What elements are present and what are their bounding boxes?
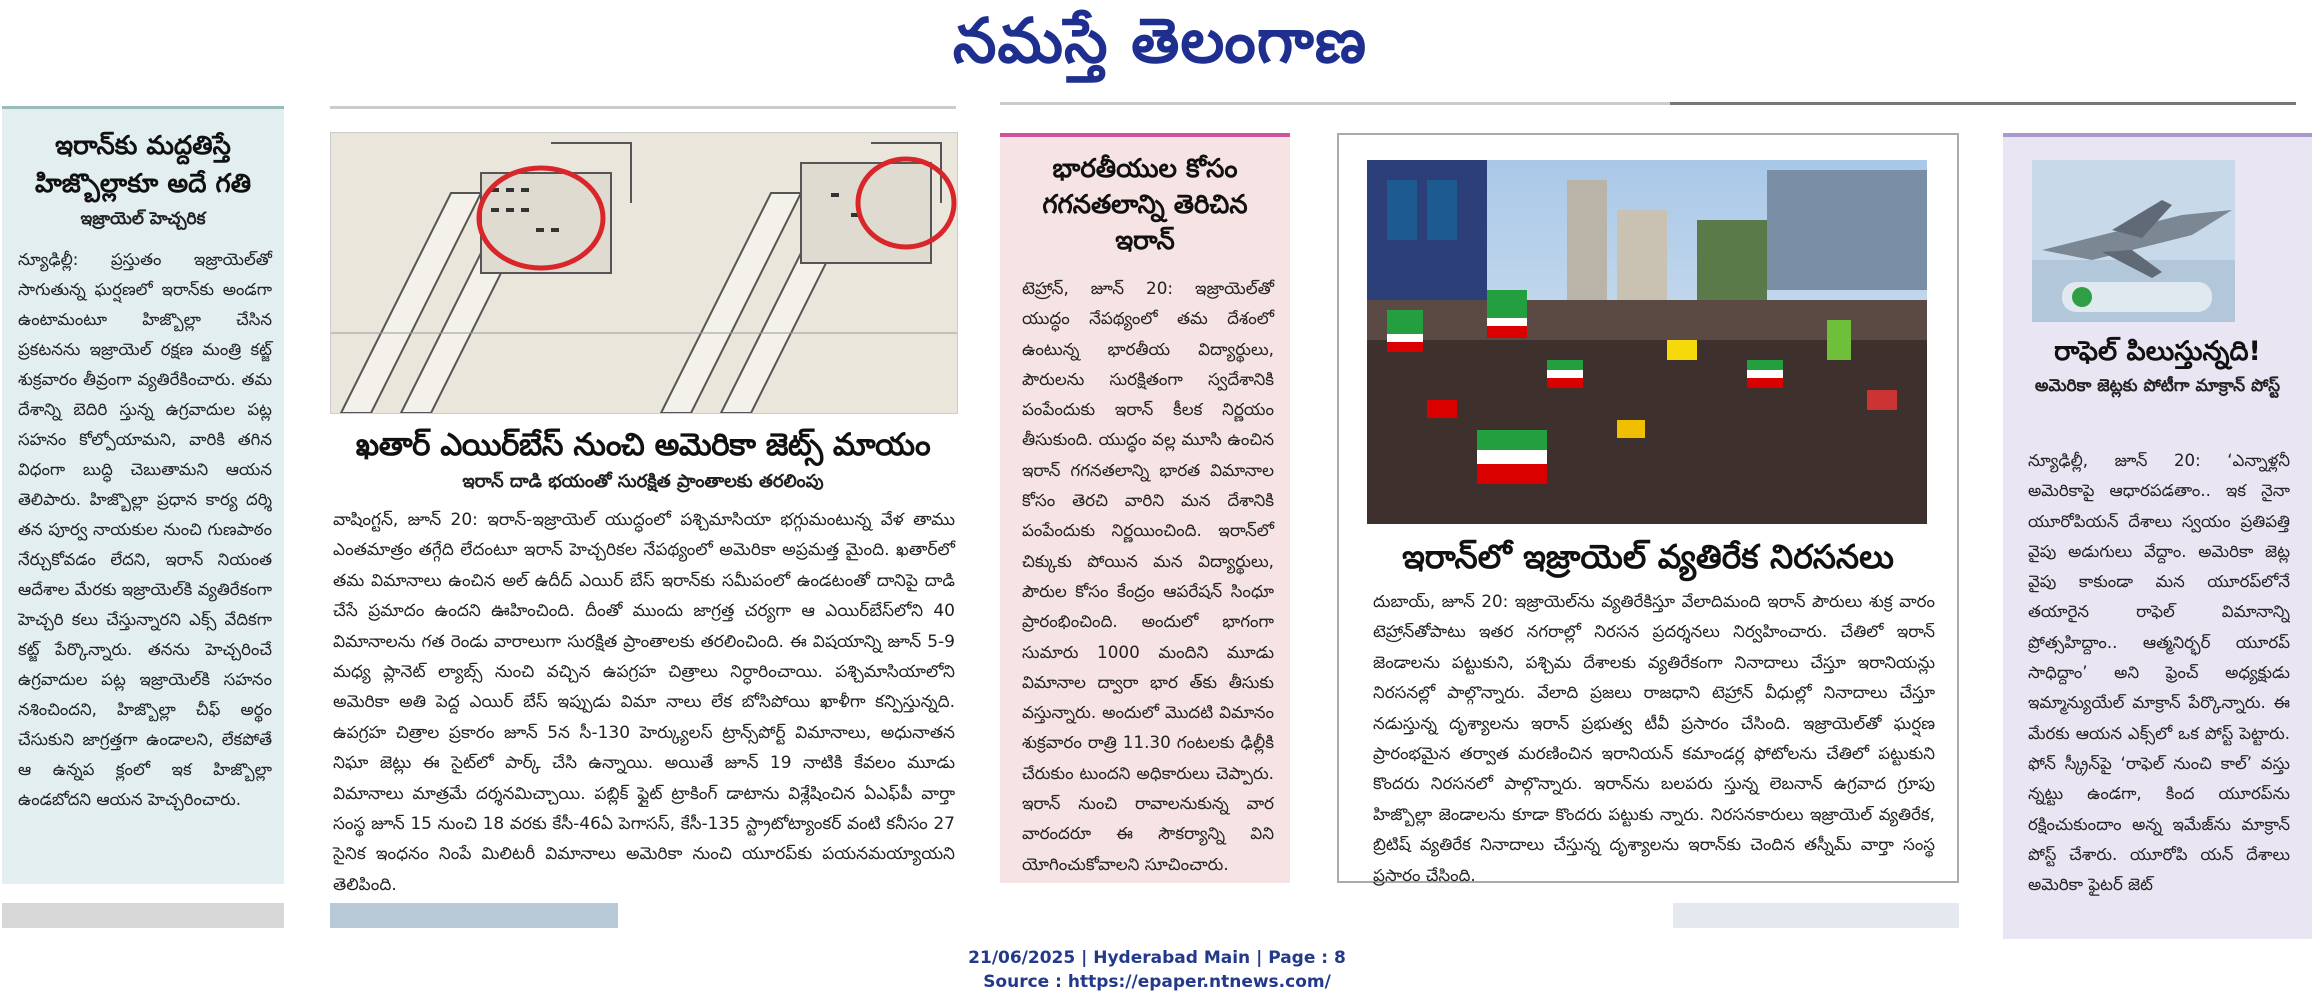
article-headline: ఇరాన్‌కు మద్దతిస్తే హిజ్బొల్లాకూ అదే గతి <box>34 131 252 199</box>
footer-source-link[interactable]: Source : https://epaper.ntnews.com/ <box>983 972 1331 992</box>
article-body: టెహ్రాన్, జూన్ 20: ఇజ్రాయెల్‌తో యుద్ధం నేపథ్యంలో తమ దేశంలో ఉంటున్న భారతీయ విద్యార్థులు, పౌరులను సురక్షితంగా స్వదేశానికి పంపేందుకు ఇరాన్ కీలక నిర్ణయం తీసుకుంది. యుద్ధం వల్ల మూసి ఉంచిన ఇరాన్ గగనతలాన్ని భారత విమానాల కోసం తెరచి వారిని మన దేశానికి పంపేందుకు నిర్ణయించింది. ఇరాన్‌లో చిక్కుకు పోయిన మన విద్యార్థులు, పౌరుల కోసం కేంద్రం ఆపరేషన్ సింధూ ప్రారంభించింది. అందులో భాగంగా సుమారు 1000 మందిని మూడు విమానాల ద్వారా భార త్‌కు తీసుకు వస్తున్నారు. అందులో మొదటి విమానం శుక్రవారం రాత్రి 11.30 గంటలకు ఢిల్లీకి చేరుకుం టుందని అధికారులు చెప్పారు. ఇరాన్ నుంచి రావాలనుకున్న వార వారందరూ ఈ సౌకర్యాన్ని విని యోగించుకోవాలని సూచించారు. <box>1022 278 1274 874</box>
article-body: న్యూఢిల్లీ, జూన్ 20: ‘ఎన్నాళ్లనీ అమెరికాపై ఆధారపడతాం.. ఇక నైనా యూరోపియన్ దేశాలు స్వయం ప్రతిపత్తి వైపు అడుగులు వేద్దాం. అమెరికా జెట్ల వైపు కాకుండా మన యూరప్‌లోనే తయారైన రాఫెల్ విమానాన్ని ప్రోత్సహిద్దాం.. ఆత్మనిర్భర్ యూరప్ సాధిద్దాం’ అని ఫ్రెంచ్ అధ్యక్షుడు ఇమ్మాన్యుయేల్ మాక్రాన్ పేర్కొన్నారు. ఈ మేరకు ఆయన ఎక్స్‌లో ఒక పోస్ట్ పెట్టారు. ఫోన్ స్క్రీన్‌పై ‘రాఫెల్ నుంచి కాల్’ వస్తు న్నట్టు ఉండగా, కింద యూరప్‌ను రక్షించుకుందాం అన్న ఇమేజ్‌ను మాక్రాన్ పోస్ట్ చేశారు. యూరోపి యన్ దేశాలు అమెరికా ఫైటర్ జెట్ <box>2028 451 2290 895</box>
article-hezbollah[interactable] <box>2 106 284 884</box>
article-airspace[interactable] <box>1000 133 1290 883</box>
article-body: దుబాయ్, జూన్ 20: ఇజ్రాయెల్‌ను వ్యతిరేకిస్తూ వేలాదిమంది ఇరాన్ పౌరులు శుక్ర వారం టెహ్రాన్‌తోపాటు ఇతర నగరాల్లో నిరసన ప్రదర్శనలు నిర్వహించారు. చేతిలో ఇరాన్ జెండాలను పట్టుకుని, పశ్చిమ దేశాలకు వ్యతిరేకంగా నినాదాలు చేస్తూ ఇరానియన్లు నిరసనల్లో పాల్గొన్నారు. వేలాది ప్రజలు రాజధాని టెహ్రాన్ వీధుల్లో నినాదాలు చేస్తూ నడుస్తున్న దృశ్యాలను ఇరాన్ ప్రభుత్వ టీవీ ప్రసారం చేసింది. ఇజ్రాయెల్‌తో ఘర్షణ ప్రారంభమైన తర్వాత మరణించిన ఇరానియన్ కమాండర్ల ఫోటోలను చేతిలో పట్టుకుని కొందరు నిరసనలో పాల్గొన్నారు. ఇరాన్‌ను బలపరు స్తున్న లెబనాన్ ఉగ్రవాద గ్రూపు హిజ్బొల్లా జెండాలను కూడా కొందరు పట్టుకు న్నారు. నిరసనకారులు ఇజ్రాయెల్ వ్యతిరేక, బ్రిటిష్ వ్యతిరేక నినాదాలు చేస్తున్న దృశ్యాలను ఇరాన్‌కు చెందిన తస్నీమ్ వార్తా సంస్థ ప్రసారం చేసింది. <box>1373 591 1935 885</box>
article-subhead: ఇజ్రాయెల్ హెచ్చరిక <box>80 209 206 229</box>
next-article-photo <box>330 903 618 928</box>
rafale-jet-image <box>2032 160 2235 322</box>
satellite-image-al-udeid <box>330 132 958 414</box>
next-article-photo <box>1673 903 1959 928</box>
article-headline: ఇరాన్‌లో ఇజ్రాయెల్ వ్యతిరేక నిరసనలు <box>1402 537 1894 576</box>
page-footer <box>0 946 2314 994</box>
article-body: న్యూఢిల్లీ: ప్రస్తుతం ఇజ్రాయెల్‌తో సాగుతున్న ఘర్షణలో ఇరాన్‌కు అండగా ఉంటామంటూ హిజ్బొల్లా చేసిన ప్రకటనను ఇజ్రాయెల్ రక్షణ మంత్రి కట్జ్ శుక్రవారం తీవ్రంగా వ్యతిరేకించారు. తమ దేశాన్ని బెదిరి స్తున్న ఉగ్రవాదుల పట్ల సహనం కోల్పోయామని, వారికి తగిన విధంగా బుద్ధి చెబుతామని ఆయన తెలిపారు. హిజ్బొల్లా ప్రధాన కార్య దర్శి తన పూర్వ నాయకుల నుంచి గుణపాఠం నేర్చుకోవడం లేదని, ఇరాన్ నియంత ఆదేశాల మేరకు ఇజ్రాయెల్‌కి వ్యతిరేకంగా హెచ్చరి కలు చేస్తున్నారని ఎక్స్ వేదికగా కట్జ్ పేర్కొన్నారు. తనను హెచ్చరించే ఉగ్రవాదుల పట్ల ఇజ్రాయెల్‌కి సహనం నశించిందని, హిజ్బొల్లా చీఫ్ అర్థం చేసుకుని జాగ్రత్తగా ఉండాలని, లేకపోతే ఆ ఉన్నప క్లంలో ఇక హిజ్బొల్లా ఉండబోదని ఆయన హెచ్చరించారు. <box>18 250 272 809</box>
article-headline: రాఫెల్ పిలుస్తున్నది! <box>2054 336 2261 367</box>
header-rule-accent <box>1670 102 2296 105</box>
article-headline: ఖతార్ ఎయిర్‌బేస్ నుంచి అమెరికా జెట్స్ మాయం <box>355 427 931 463</box>
article-body: వాషింగ్టన్, జూన్ 20: ఇరాన్-ఇజ్రాయెల్ యుద్ధంలో పశ్చిమాసియా భగ్గుమంటున్న వేళ తాము ఎంతమాత్రం తగ్గేది లేదంటూ ఇరాన్ హెచ్చరికల నేపథ్యంలో అమెరికా అప్రమత్త మైంది. ఖతార్‌లో తమ విమానాలు ఉంచిన అల్ ఉదీద్ ఎయిర్ బేస్ ఇరాన్‌కు సమీపంలో ఉండటంతో దానిపై దాడి చేసే ప్రమాదం ఉందని ఊహించింది. దీంతో ముందు జాగ్రత్త చర్యగా ఆ ఎయిర్‌బేస్‌లోని 40 విమానాలను గత రెండు వారాలుగా సురక్షిత ప్రాంతాలకు తరలించింది. ఈ విషయాన్ని జూన్ 5-9 మధ్య ప్లానెట్ ల్యాబ్స్ నుంచి వచ్చిన ఉపగ్రహ చిత్రాలు నిర్ధారించాయి. పశ్చిమాసియాలోని అమెరికా అతి పెద్ద ఎయిర్ బేస్ ఇప్పుడు విమా నాలు లేక బోసిపోయి ఖాళీగా కన్పిస్తున్నది. ఉపగ్రహ చిత్రాల ప్రకారం జూన్ 5న సీ-130 హెర్క్యులస్ ట్రాన్స్‌పోర్ట్ విమానాలు, అధునాతన నిఘా జెట్లు ఈ సైట్‌లో పార్క్ చేసి ఉన్నాయి. అయితే జూన్ 19 నాటికి కేవలం మూడు విమానాలు మాత్రమే దర్శనమిచ్చాయి. పబ్లిక్ ఫ్లైట్ ట్రాకింగ్ డాటాను విశ్లేషించిన ఏఎఫ్‌పీ వార్తా సంస్థ జూన్ 15 నుంచి 18 వరకు కేసీ-46ఏ పెగాసస్, కేసీ-135 స్ట్రాటోట్యాంకర్ వంటి కనీసం 27 సైనిక ఇంధనం నింపే మిలిటరీ విమానాలు అమెరికా నుంచి యూరప్‌కు పయనమయ్యాయని తెలిపింది. <box>333 510 955 895</box>
protest-photo <box>1367 160 1927 524</box>
header-rule-left <box>330 106 956 109</box>
article-headline: భారతీయుల కోసం గగనతలాన్ని తెరిచిన ఇరాన్ <box>1042 154 1248 256</box>
article-subhead: ఇరాన్ దాడి భయంతో సురక్షిత ప్రాంతాలకు తరలింపు <box>462 471 824 492</box>
next-article-photo <box>2 903 284 928</box>
article-subhead: అమెరికా జెట్లకు పోటీగా మాక్రాన్ పోస్ట్ <box>2034 376 2281 396</box>
newspaper-masthead: నమస్తే తెలంగాణ <box>952 4 1368 77</box>
footer-edition: 21/06/2025 | Hyderabad Main | Page : 8 <box>968 948 1346 968</box>
